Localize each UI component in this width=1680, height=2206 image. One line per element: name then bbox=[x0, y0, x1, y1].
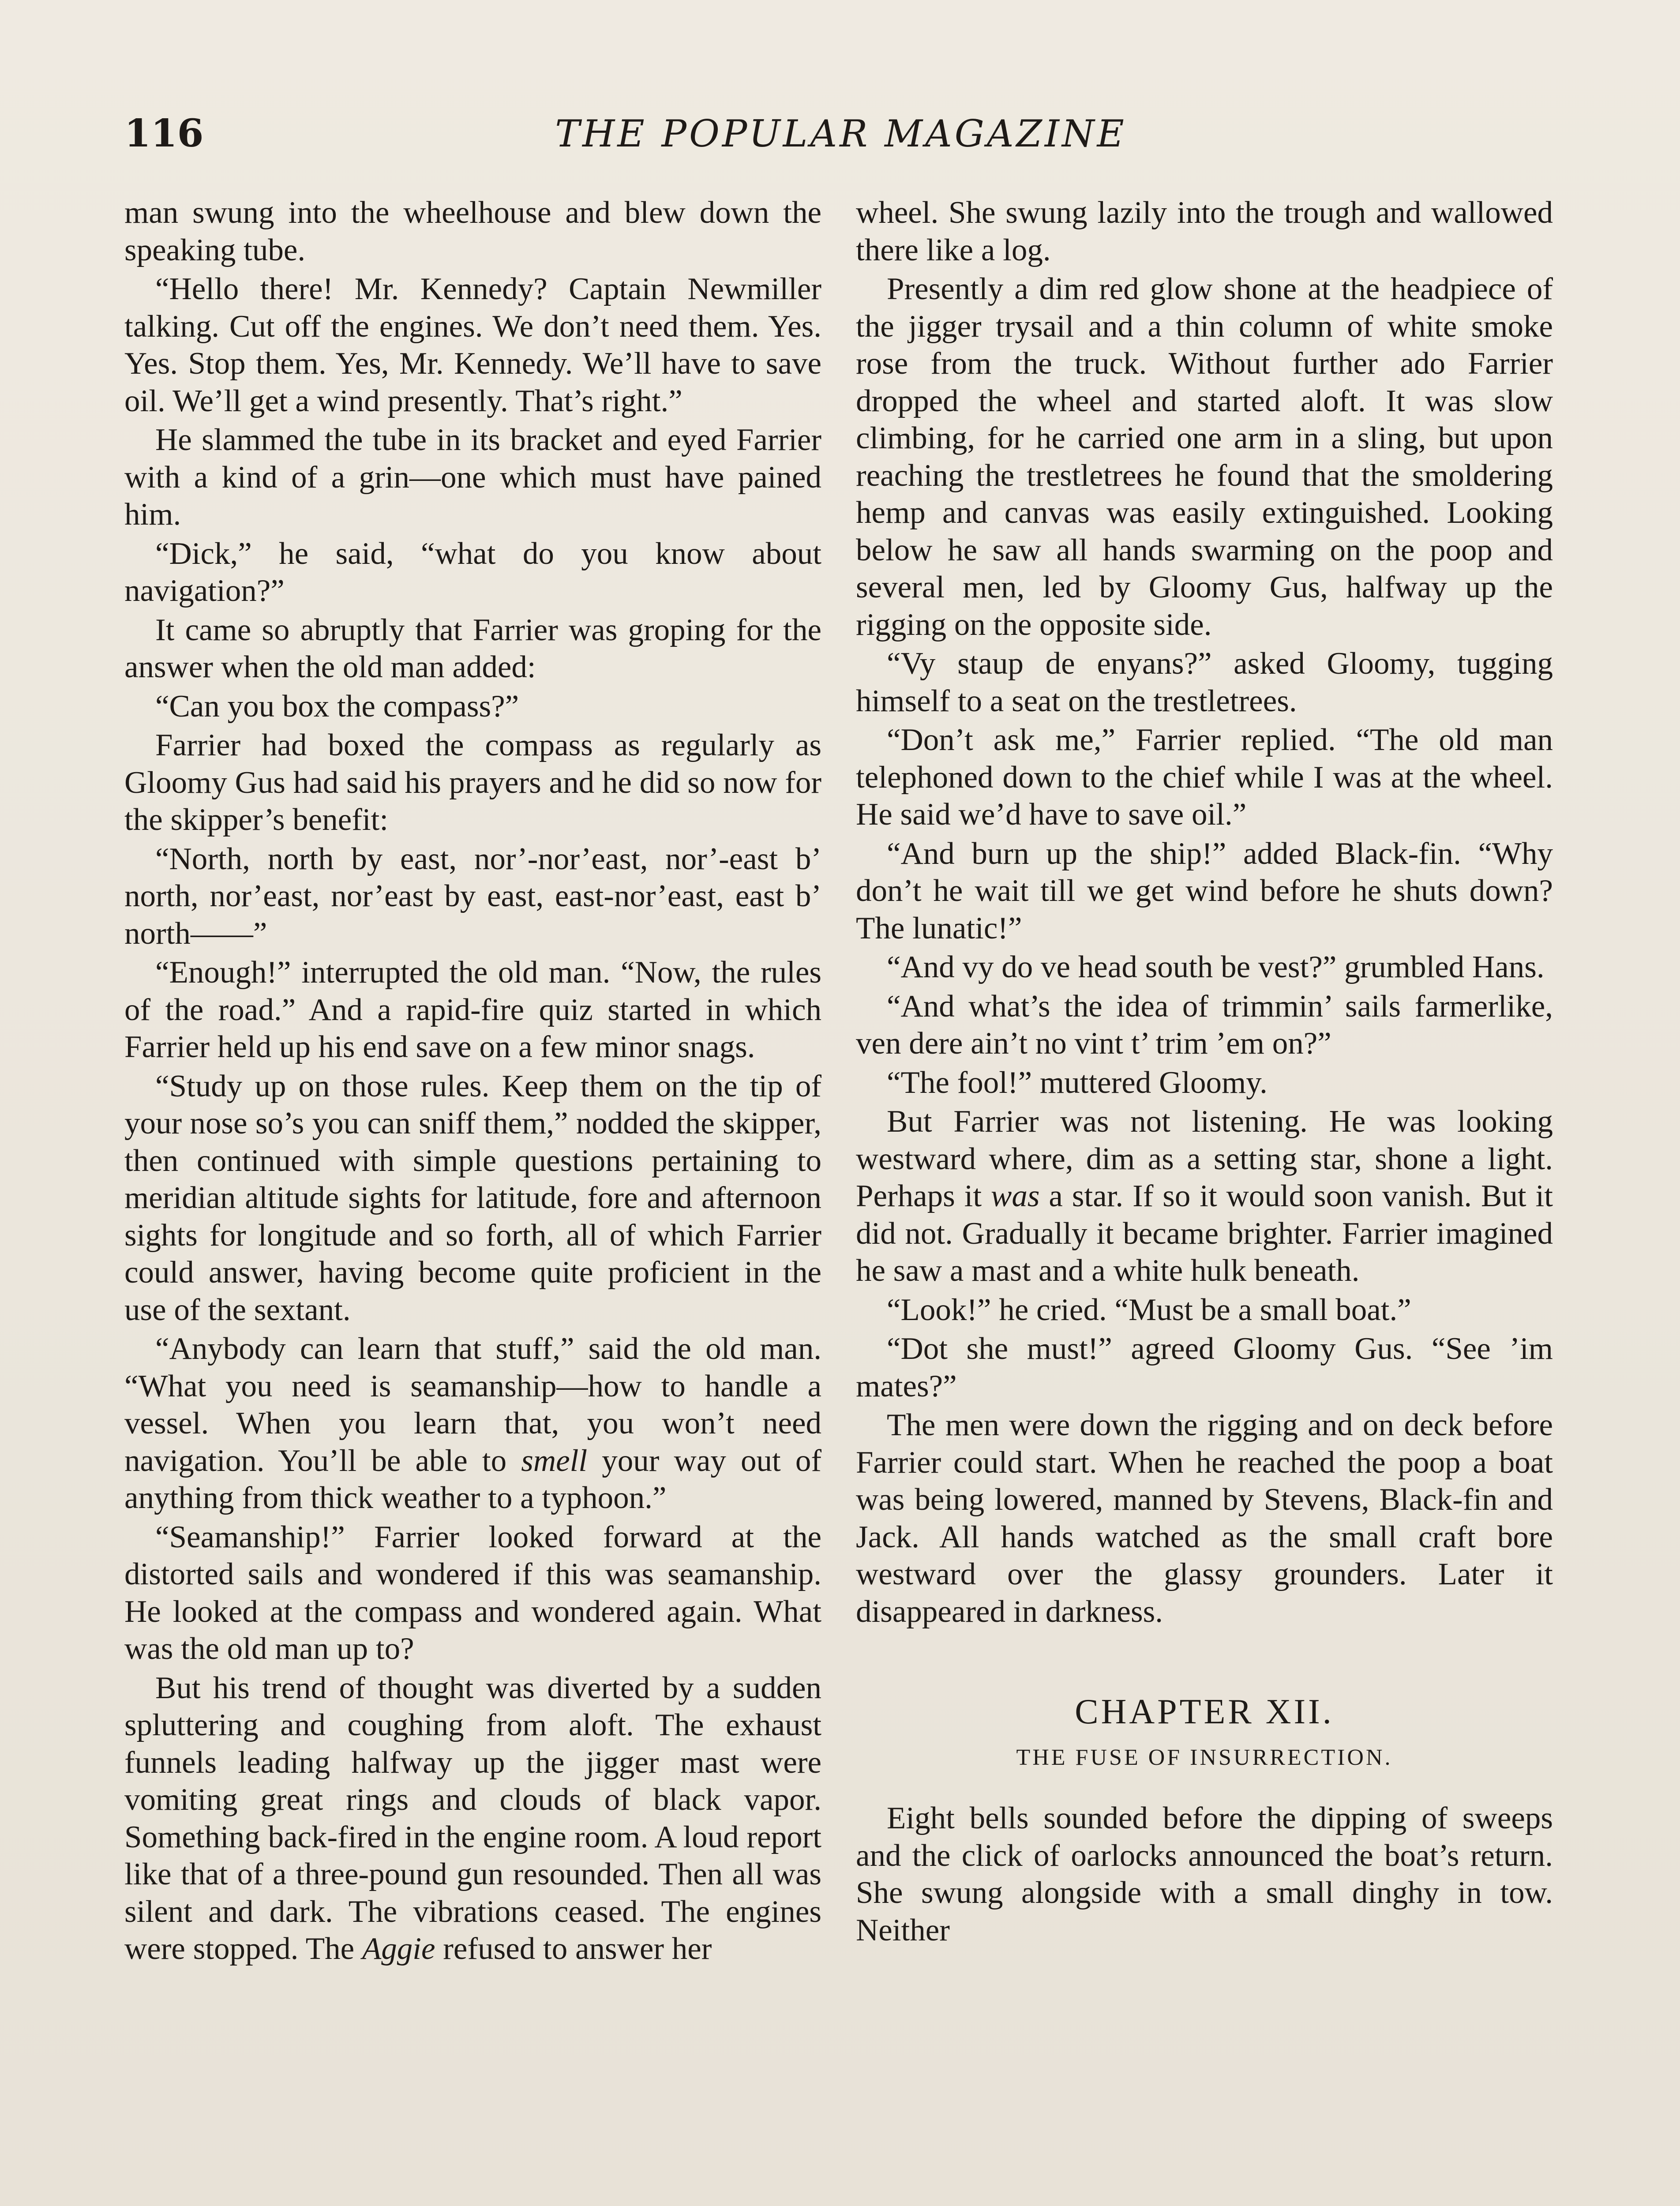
paragraph: “Dot she must!” agreed Gloomy Gus. “See ’im mates?” bbox=[856, 1332, 1553, 1403]
paragraph: “Don’t ask me,” Farrier replied. “The old man telephoned down to the chief while I was at the wheel. He said we’d have to save oil.” bbox=[856, 723, 1553, 832]
text-run: But his trend of thought was diverted by a sudden spluttering and coughing from aloft. The exhaust funnels leading halfway up the jigger mast were vomiting great rings and clouds of black vapor. Something back-fired in the engine room. A loud report like that of a three-pound gun resounded. Then all was silent and dark. The vibrations ceased. The engines were stopped. The bbox=[124, 1670, 821, 1966]
italic-word: smell bbox=[521, 1443, 588, 1478]
paragraph: “Study up on those rules. Keep them on the tip of your nose so’s you can sniff them,” nodded the skipper, then continued with simple questions pertaining to meridian altitude sights for latitude, fore and afternoon sights for longitude and so forth, all of which Farrier could answer, having become quite proficient in the use of the sextant. bbox=[124, 1069, 821, 1327]
paragraph: “The fool!” muttered Gloomy. bbox=[887, 1065, 1268, 1100]
paragraph: “Dick,” he said, “what do you know about navigation?” bbox=[124, 536, 821, 608]
paragraph: “And vy do ve head south be vest?” grumbled Hans. bbox=[887, 950, 1545, 984]
paragraph bbox=[856, 1103, 1553, 1290]
paragraph: “Vy staup de enyans?” asked Gloomy, tugging himself to a seat on the trestletrees. bbox=[856, 646, 1553, 718]
paragraph: man swung into the wheelhouse and blew down the speaking tube. bbox=[124, 195, 821, 267]
chapter-heading: CHAPTER XII. bbox=[1075, 1692, 1334, 1731]
chapter-subtitle: THE FUSE OF INSURRECTION. bbox=[1016, 1745, 1393, 1770]
left-column bbox=[124, 194, 821, 2206]
text-run: refused to answer her bbox=[435, 1932, 712, 1966]
paragraph: He slammed the tube in its bracket and eyed Farrier with a kind of a grin—one which must have pained him. bbox=[124, 423, 821, 532]
running-head bbox=[124, 109, 1557, 158]
paragraph: “Can you box the compass?” bbox=[155, 689, 519, 724]
paragraph: “Enough!” interrupted the old man. “Now, the rules of the road.” And a rapid-fire quiz started in which Farrier held up his end save on a few minor snags. bbox=[124, 955, 821, 1064]
paragraph: “Hello there! Mr. Kennedy? Captain Newmiller talking. Cut off the engines. We don’t need them. Yes. Yes. Stop them. Yes, Mr. Kennedy. We’ll have to save oil. We’ll get a wind presently. That’s right.” bbox=[124, 272, 821, 418]
paragraph: It came so abruptly that Farrier was groping for the answer when the old man added: bbox=[124, 612, 821, 684]
paragraph: Presently a dim red glow shone at the headpiece of the jigger trysail and a thin column of white smoke rose from the truck. Without further ado Farrier dropped the wheel and started aloft. It was slow climbing, for he carried one arm in a sling, but upon reaching the trestletrees he found that the smoldering hemp and canvas was easily extinguished. Looking below he saw all hands swarming on the poop and several men, led by Gloomy Gus, halfway up the rigging on the opposite side. bbox=[856, 272, 1553, 642]
paragraph: wheel. She swung lazily into the trough and wallowed there like a log. bbox=[856, 195, 1553, 267]
page-number: 116 bbox=[124, 111, 204, 156]
ship-name: Aggie bbox=[362, 1932, 435, 1966]
paragraph bbox=[124, 1670, 821, 1968]
text-run: “Anybody can learn that stuff,” said the old man. “What you need is seamanship—how to handle a vessel. When you learn that, you won’t need navigation. You’ll be able to bbox=[124, 1332, 821, 1478]
paragraph: Farrier had boxed the compass as regularly as Gloomy Gus had said his prayers and he did so now for the skipper’s benefit: bbox=[124, 728, 821, 837]
paragraph: Eight bells sounded before the dipping of sweeps and the click of oarlocks announced the boat’s return. She swung alongside with a small dinghy in tow. Neither bbox=[856, 1801, 1553, 1947]
paragraph bbox=[124, 1330, 821, 1517]
paragraph: “Look!” he cried. “Must be a small boat.” bbox=[887, 1292, 1411, 1327]
text-run: But Farrier was not listening. He was looking westward where, dim as a setting star, shone a light. Perhaps it bbox=[856, 1104, 1553, 1213]
right-column bbox=[856, 194, 1553, 2206]
paragraph: “And burn up the ship!” added Black-fin. “Why don’t he wait till we get wind before he shuts down? The lunatic!” bbox=[856, 836, 1553, 945]
paragraph: The men were down the rigging and on deck before Farrier could start. When he reached the poop a boat was being lowered, manned by Stevens, Black-fin and Jack. All hands watched as the small craft bore westward over the glassy grounders. Later it disappeared in darkness. bbox=[856, 1408, 1553, 1629]
magazine-title: THE POPULAR MAGAZINE bbox=[555, 112, 1127, 155]
paragraph: “North, north by east, nor’-nor’east, nor’-east b’ north, nor’east, nor’east by east, east-nor’east, east b’ north——” bbox=[124, 841, 821, 951]
text-run: a star. If so it would soon vanish. But it did not. Gradually it became brighter. Farrier imagined he saw a mast and a white hulk beneath. bbox=[856, 1179, 1553, 1288]
text-run: your way out of anything from thick weather to a typhoon.” bbox=[124, 1443, 821, 1515]
paragraph: “And what’s the idea of trimmin’ sails farmerlike, ven dere ain’t no vint t’ trim ’em on?” bbox=[856, 989, 1553, 1061]
paragraph: “Seamanship!” Farrier looked forward at the distorted sails and wondered if this was seamanship. He looked at the compass and wondered again. What was the old man up to? bbox=[124, 1519, 821, 1666]
italic-word: was bbox=[991, 1179, 1040, 1213]
